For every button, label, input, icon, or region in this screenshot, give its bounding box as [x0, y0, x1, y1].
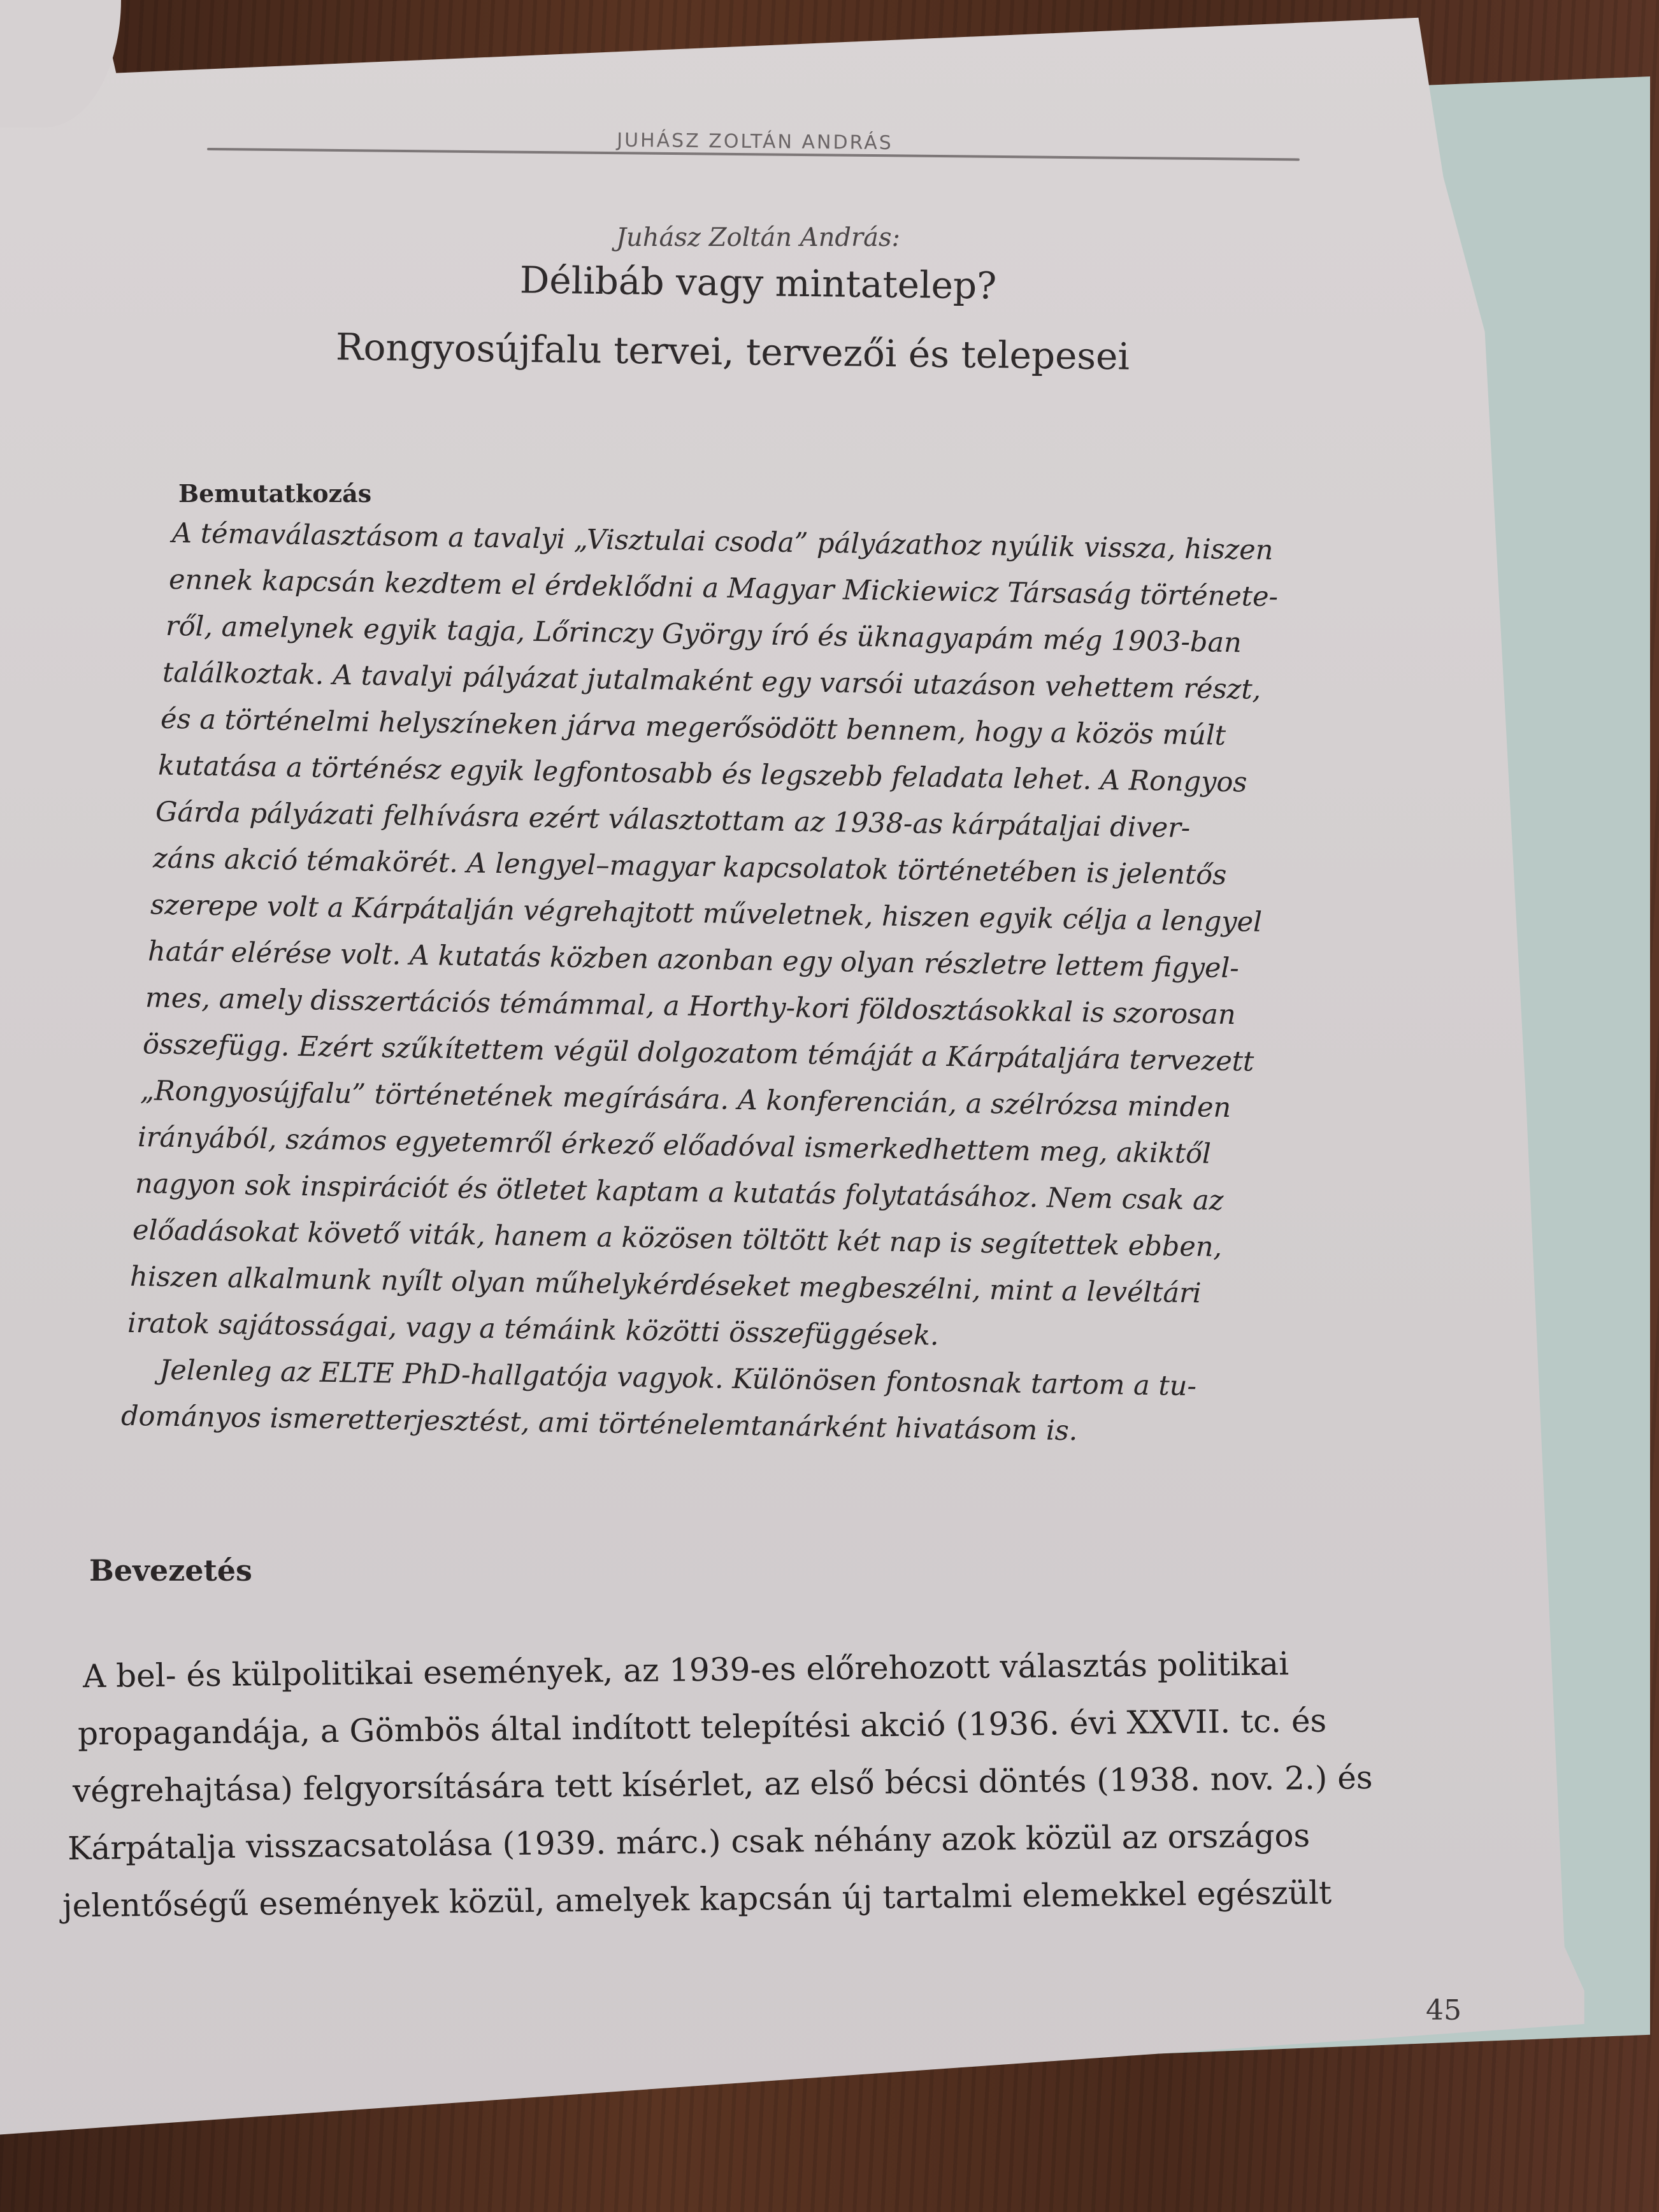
- text-line: határ elérése volt. A kutatás közben azonban egy olyan részletre lettem figyel-: [147, 935, 1240, 985]
- text-line: propagandája, a Gömbös által indított telepítési akció (1936. évi XXVII. tc. és: [77, 1702, 1327, 1753]
- section-heading-bemutatkozas: Bemutatkozás: [178, 479, 372, 508]
- text-line: dományos ismeretterjesztést, ami történelemtanárként hivatásom is.: [120, 1400, 1078, 1447]
- article-author: Juhász Zoltán András:: [615, 223, 900, 252]
- text-line: Kárpátalja visszacsatolása (1939. márc.) csak néhány azok közül az országos: [67, 1817, 1311, 1867]
- body-paragraph: [57, 1641, 1472, 1927]
- text-line: jelentőségű események közül, amelyek kapcsán új tartalmi elemekkel egészült: [62, 1874, 1332, 1925]
- text-line: nagyon sok inspirációt és ötletet kaptam a kutatás folytatásához. Nem csak az: [134, 1168, 1224, 1217]
- section-heading-bevezetes: Bevezetés: [89, 1553, 252, 1588]
- text-line: ennek kapcsán kezdtem el érdeklődni a Magyar Mickiewicz Társaság története-: [168, 563, 1279, 614]
- text-line: „Rongyosújfalu” történetének megírására. A konferencián, a szélrózsa minden: [140, 1075, 1232, 1124]
- text-line: kutatása a történész egyik legfontosabb és legszebb feladata lehet. A Rongyos: [157, 749, 1247, 799]
- running-head: JUHÁSZ ZOLTÁN ANDRÁS: [617, 129, 893, 155]
- text-line: záns akció témakörét. A lengyel–magyar kapcsolatok történetében is jelentős: [152, 842, 1227, 891]
- text-line: előadásokat követő viták, hanem a közösen töltött két nap is segítettek ebben,: [132, 1214, 1223, 1263]
- text-line: ről, amelynek egyik tagja, Lőrinczy György író és üknagyapám még 1903-ban: [165, 610, 1242, 659]
- text-line: Gárda pályázati felhívásra ezért választottam az 1938-as kárpátaljai diver-: [155, 796, 1191, 845]
- text-line: iratok sajátosságai, vagy a témáink közötti összefüggések.: [127, 1307, 940, 1352]
- article-title-line1: Délibáb vagy mintatelep?: [519, 258, 997, 308]
- text-line: és a történelmi helyszíneken járva megerősödött bennem, hogy a közös múlt: [160, 703, 1226, 752]
- text-line: Jelenleg az ELTE PhD-hallgatója vagyok. Különösen fontosnak tartom a tu-: [159, 1354, 1197, 1403]
- text-line: szerepe volt a Kárpátalján végrehajtott műveletnek, hiszen egyik célja a lengyel: [150, 889, 1263, 938]
- page-number: 45: [1426, 1994, 1462, 2027]
- article-title-line2: Rongyosújfalu tervei, tervezői és telepesei: [335, 325, 1130, 378]
- text-line: A témaválasztásom a tavalyi „Visztulai csoda” pályázathoz nyúlik vissza, hiszen: [171, 517, 1274, 567]
- text-line: összefügg. Ezért szűkítettem végül dolgozatom témáját a Kárpátaljára tervezett: [142, 1028, 1254, 1078]
- intro-paragraph: [102, 519, 1382, 1449]
- text-line: A bel- és külpolitikai események, az 1939-es előrehozott választás politikai: [82, 1645, 1289, 1695]
- text-line: mes, amely disszertációs témámmal, a Horthy-kori földosztásokkal is szorosan: [145, 982, 1236, 1031]
- text-line: irányából, számos egyetemről érkező előadóval ismerkedhettem meg, akiktől: [137, 1121, 1212, 1170]
- text-line: végrehajtása) felgyorsítására tett kísérlet, az első bécsi döntés (1938. nov. 2.) és: [72, 1759, 1373, 1810]
- text-line: hiszen alkalmunk nyílt olyan műhelykérdéseket megbeszélni, mint a levéltári: [129, 1260, 1202, 1310]
- text-line: találkoztak. A tavalyi pályázat jutalmaként egy varsói utazáson vehettem részt,: [162, 656, 1261, 706]
